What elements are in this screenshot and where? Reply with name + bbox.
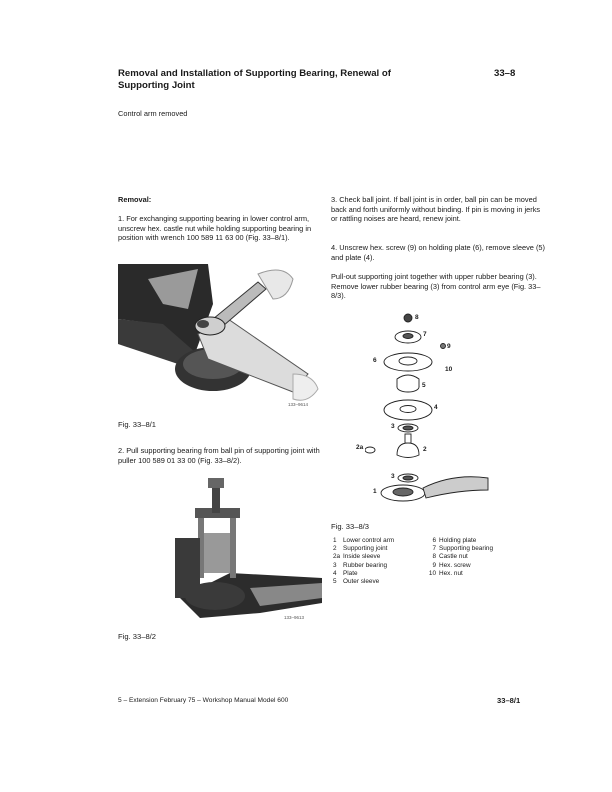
part-label: 7 — [423, 331, 427, 338]
part-label: 5 — [422, 382, 426, 389]
step-5-text: Pull-out supporting joint together with upper rubber bearing (3). Remove lower rubber bearing (3) from control arm eye (Fig. 33–8/3). — [331, 272, 541, 301]
removal-heading: Removal: — [118, 195, 152, 204]
legend-item: 1 Lower control arm — [333, 537, 395, 544]
photo-id: 133–9614 — [288, 402, 309, 407]
legend-item: 6 Holding plate — [432, 537, 477, 544]
part-label: 2a — [356, 444, 364, 451]
legend-item: 4 Plate — [333, 569, 358, 577]
part-label: 6 — [373, 357, 377, 364]
legend-item: 9 Hex. screw — [432, 561, 471, 569]
figure-caption-33-8-1: Fig. 33–8/1 — [118, 420, 156, 429]
precondition-note: Control arm removed — [118, 109, 188, 118]
footer-page-number: 33–8/1 — [497, 696, 521, 705]
footer-edition: 5 – Extension February 75 – Workshop Manual Model 600 — [118, 697, 289, 704]
legend-item: 5 Outer sleeve — [333, 578, 380, 586]
part-label: 3 — [391, 423, 395, 430]
figure-33-8-1-photo — [118, 264, 324, 412]
legend-right — [422, 537, 493, 578]
step-2-text: 2. Pull supporting bearing from ball pin of supporting joint with puller 100 589 01 33 00 (Fig. 33–8/2). — [118, 446, 320, 465]
legend-item: 2 Supporting joint — [333, 545, 388, 553]
legend-item: 10 Hex. nut — [428, 569, 463, 577]
legend-left — [333, 537, 394, 586]
legend-item: 7 Supporting bearing — [432, 545, 494, 553]
part-label: 2 — [423, 446, 427, 453]
legend-item: 3 Rubber bearing — [333, 561, 388, 569]
section-code: 33–8 — [494, 68, 516, 79]
photo-id: 133–9613 — [284, 615, 305, 620]
part-label: 9 — [447, 343, 451, 350]
page-title: Removal and Installation of Supporting Bearing, Renewal of Supporting Joint — [118, 68, 391, 91]
step-4-text: 4. Unscrew hex. screw (9) on holding plate (6), remove sleeve (5) and plate (4). — [331, 243, 546, 262]
figure-33-8-3-exploded-diagram — [356, 310, 495, 515]
figure-caption-33-8-3: Fig. 33–8/3 — [331, 522, 369, 531]
legend-item: 2a Inside sleeve — [333, 553, 381, 561]
part-label: 8 — [415, 314, 419, 321]
part-label: 4 — [434, 404, 438, 411]
part-label: 3 — [391, 473, 395, 480]
figure-33-8-2-photo — [160, 478, 322, 624]
legend-item: 8 Castle nut — [432, 553, 468, 561]
step-1-text: 1. For exchanging supporting bearing in lower control arm, unscrew hex. castle nut while holding supporting bearing in position with wrench 100 589 11 63 00 (Fig. 33–8/1). — [118, 214, 312, 243]
part-label: 1 — [373, 488, 377, 495]
step-3-text: 3. Check ball joint. If ball joint is in order, ball pin can be moved back and forth uniformly without binding. If pin is moving in jerks or rattling noises are heard, renew joint. — [331, 195, 541, 224]
part-label: 10 — [445, 366, 453, 373]
figure-caption-33-8-2: Fig. 33–8/2 — [118, 632, 156, 641]
